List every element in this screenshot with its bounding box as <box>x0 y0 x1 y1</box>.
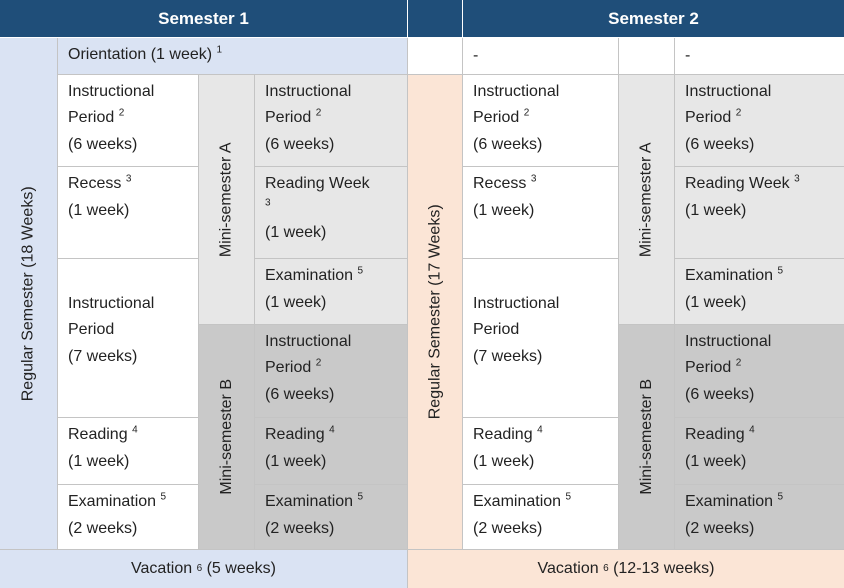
header-spacer <box>408 0 463 38</box>
s2-mini-b-instructional-cell: Instructional Period $^2$ (6 weeks) <box>675 325 844 418</box>
semester-2-header <box>463 0 844 38</box>
semester-1-title: Semester 1 <box>158 8 249 28</box>
s1-mini-b-examination-cell: Examination $^5$ (2 weeks) <box>255 485 408 550</box>
s2-recess-cell: Recess $^3$ (1 week) <box>463 167 619 259</box>
s2-mini-a-instructional-cell: Instructional Period $^2$ (6 weeks) <box>675 75 844 167</box>
s2-blank-cell <box>408 38 463 75</box>
s1-mini-a-reading-week-cell: Reading Week $^3$ (1 week) <box>255 167 408 259</box>
orientation-cell <box>58 38 408 75</box>
s1-mini-a-instructional-cell: Instructional Period $^2$ (6 weeks) <box>255 75 408 167</box>
s1-mini-semester-b-label: Mini-semester B <box>199 325 255 550</box>
s1-reading-cell: Reading $^4$ (1 week) <box>58 418 199 485</box>
s1-mini-semester-a-label: Mini-semester A <box>199 75 255 325</box>
s2-dash-left: - <box>463 38 619 75</box>
semester-1-regular-label: Regular Semester (18 Weeks) <box>0 38 58 550</box>
s2-instructional-period-cell: Instructional Period $^2$ (6 weeks) <box>463 75 619 167</box>
s2-instructional-period-2-cell: Instructional Period (7 weeks) <box>463 259 619 418</box>
s1-mini-b-instructional-cell: Instructional Period $^2$ (6 weeks) <box>255 325 408 418</box>
semester-2-regular-label: Regular Semester (17 Weeks) <box>408 75 463 550</box>
s1-mini-b-reading-cell: Reading $^4$ (1 week) <box>255 418 408 485</box>
s2-mini-b-reading-cell: Reading $^4$ (1 week) <box>675 418 844 485</box>
s1-examination-cell: Examination $^5$ (2 weeks) <box>58 485 199 550</box>
s2-mini-a-reading-week-cell: Reading Week $^3$ (1 week) <box>675 167 844 259</box>
semester-1-header <box>0 0 408 38</box>
semester-2-title: Semester 2 <box>608 8 699 28</box>
s2-mini-a-examination-cell: Examination $^5$ (1 week) <box>675 259 844 325</box>
s2-mini-semester-b-label: Mini-semester B <box>619 325 675 550</box>
s1-recess-cell: Recess $^3$ (1 week) <box>58 167 199 259</box>
s1-vacation-cell: Vacation 6 (5 weeks) <box>0 550 408 588</box>
orientation-text: Orientation (1 week) <box>68 46 213 63</box>
s2-reading-cell: Reading $^4$ (1 week) <box>463 418 619 485</box>
s2-mini-semester-a-label: Mini-semester A <box>619 75 675 325</box>
footnote-marker: 1 <box>216 44 223 56</box>
s2-vacation-cell: Vacation 6 (12-13 weeks) <box>408 550 844 588</box>
s2-mini-b-examination-cell: Examination $^5$ (2 weeks) <box>675 485 844 550</box>
s2-dash-right: - <box>675 38 844 75</box>
s1-instructional-period-cell: Instructional Period $^2$ (6 weeks) <box>58 75 199 167</box>
s1-instructional-period-2-cell: Instructional Period (7 weeks) <box>58 259 199 418</box>
s1-mini-a-examination-cell: Examination $^5$ (1 week) <box>255 259 408 325</box>
s2-dash-spacer <box>619 38 675 75</box>
s2-examination-cell: Examination $^5$ (2 weeks) <box>463 485 619 550</box>
